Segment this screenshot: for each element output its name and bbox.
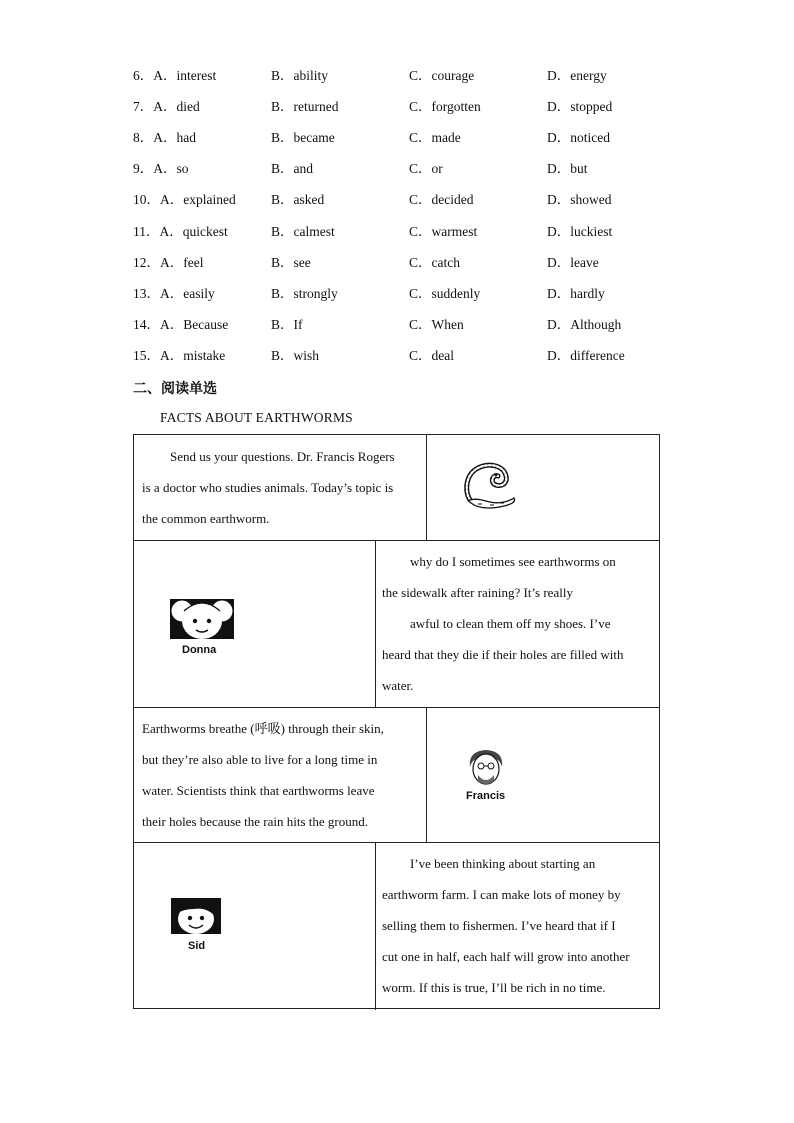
option-c: C．deal xyxy=(409,348,454,363)
option-d: D．hardly xyxy=(547,286,605,301)
question-row-6 xyxy=(133,66,673,86)
option-a: 11．A．quickest xyxy=(133,224,228,239)
question-row-12 xyxy=(133,253,673,273)
row-divider xyxy=(134,842,659,843)
text-line: Send us your questions. Dr. Francis Rogers xyxy=(170,449,395,464)
sid-question xyxy=(382,848,660,1003)
question-row-13 xyxy=(133,284,673,304)
option-a: 9．A．so xyxy=(133,161,189,176)
option-d: D．difference xyxy=(547,348,625,363)
option-c: C．warmest xyxy=(409,224,478,239)
text-line: water. xyxy=(382,678,414,693)
option-c: C．forgotten xyxy=(409,99,481,114)
column-divider xyxy=(426,707,427,842)
text-line: awful to clean them off my shoes. I’ve xyxy=(410,616,611,631)
question-row-8 xyxy=(133,128,673,148)
question-row-15 xyxy=(133,346,673,366)
text-line: cut one in half, each half will grow into another xyxy=(382,949,630,964)
option-b: B．see xyxy=(271,255,311,270)
option-a: 14．A．Because xyxy=(133,317,229,332)
option-c: C．catch xyxy=(409,255,460,270)
option-c: C．made xyxy=(409,130,461,145)
text-line: I’ve been thinking about starting an xyxy=(410,856,596,871)
text-line: why do I sometimes see earthworms on xyxy=(410,554,616,569)
option-d: D．but xyxy=(547,161,588,176)
question-row-9 xyxy=(133,159,673,179)
sid-label: Sid xyxy=(188,940,206,952)
option-d: D．Although xyxy=(547,317,622,332)
intro-text xyxy=(142,441,424,534)
text-line: Earthworms breathe (呼吸) through their skin, xyxy=(142,721,384,736)
option-b: B．and xyxy=(271,161,313,176)
donna-question xyxy=(382,546,660,701)
option-a: 15．A．mistake xyxy=(133,348,226,363)
scientist-face-icon xyxy=(464,747,508,787)
text-line: heard that they die if their holes are filled with xyxy=(382,647,624,662)
option-a: 13．A．easily xyxy=(133,286,215,301)
text-line: the common earthworm. xyxy=(142,511,270,526)
option-a: 10．A．explained xyxy=(133,192,236,207)
passage-table xyxy=(133,434,660,1009)
option-d: D．noticed xyxy=(547,130,610,145)
option-b: B．returned xyxy=(271,99,339,114)
text-line: worm. If this is true, I’ll be rich in no time. xyxy=(382,980,606,995)
question-row-11 xyxy=(133,222,673,242)
option-c: C．When xyxy=(409,317,464,332)
column-divider xyxy=(375,540,376,707)
text-line: water. Scientists think that earthworms leave xyxy=(142,783,375,798)
option-b: B．strongly xyxy=(271,286,338,301)
option-d: D．energy xyxy=(547,68,607,83)
row-divider xyxy=(134,707,659,708)
row-divider xyxy=(134,540,659,541)
text-line: their holes because the rain hits the ground. xyxy=(142,814,368,829)
francis-label: Francis xyxy=(466,790,506,802)
donna-label: Donna xyxy=(182,644,217,656)
option-c: C．or xyxy=(409,161,443,176)
text-line: selling them to fishermen. I’ve heard that if I xyxy=(382,918,616,933)
francis-answer xyxy=(142,713,424,837)
option-a: 8．A．had xyxy=(133,130,196,145)
option-a: 6．A．interest xyxy=(133,68,217,83)
question-row-7 xyxy=(133,97,673,117)
section-title: 二、阅读单选 xyxy=(133,381,217,397)
option-a: 12．A．feel xyxy=(133,255,204,270)
option-d: D．stopped xyxy=(547,99,613,114)
text-line: is a doctor who studies animals. Today’s topic is xyxy=(142,480,394,495)
option-c: C．suddenly xyxy=(409,286,481,301)
passage-title: FACTS ABOUT EARTHWORMS xyxy=(160,410,353,425)
option-b: B．ability xyxy=(271,68,328,83)
option-d: D．showed xyxy=(547,192,612,207)
option-b: B．calmest xyxy=(271,224,335,239)
option-d: D．luckiest xyxy=(547,224,613,239)
option-d: D．leave xyxy=(547,255,599,270)
earthworm-icon xyxy=(460,460,520,520)
question-row-10 xyxy=(133,190,673,210)
option-b: B．wish xyxy=(271,348,320,363)
option-b: B．asked xyxy=(271,192,325,207)
text-line: the sidewalk after raining? It’s really xyxy=(382,585,573,600)
option-b: B．became xyxy=(271,130,335,145)
text-line: earthworm farm. I can make lots of money by xyxy=(382,887,621,902)
option-a: 7．A．died xyxy=(133,99,200,114)
option-b: B．If xyxy=(271,317,303,332)
donna-avatar xyxy=(168,597,238,657)
girl-face-icon xyxy=(168,597,236,641)
column-divider xyxy=(375,842,376,1010)
option-c: C．courage xyxy=(409,68,475,83)
question-row-14 xyxy=(133,315,673,335)
column-divider xyxy=(426,435,427,540)
text-line: but they’re also able to live for a long time in xyxy=(142,752,378,767)
sid-avatar xyxy=(170,897,230,957)
francis-avatar xyxy=(464,747,524,807)
boy-face-icon xyxy=(170,897,222,935)
option-c: C．decided xyxy=(409,192,474,207)
